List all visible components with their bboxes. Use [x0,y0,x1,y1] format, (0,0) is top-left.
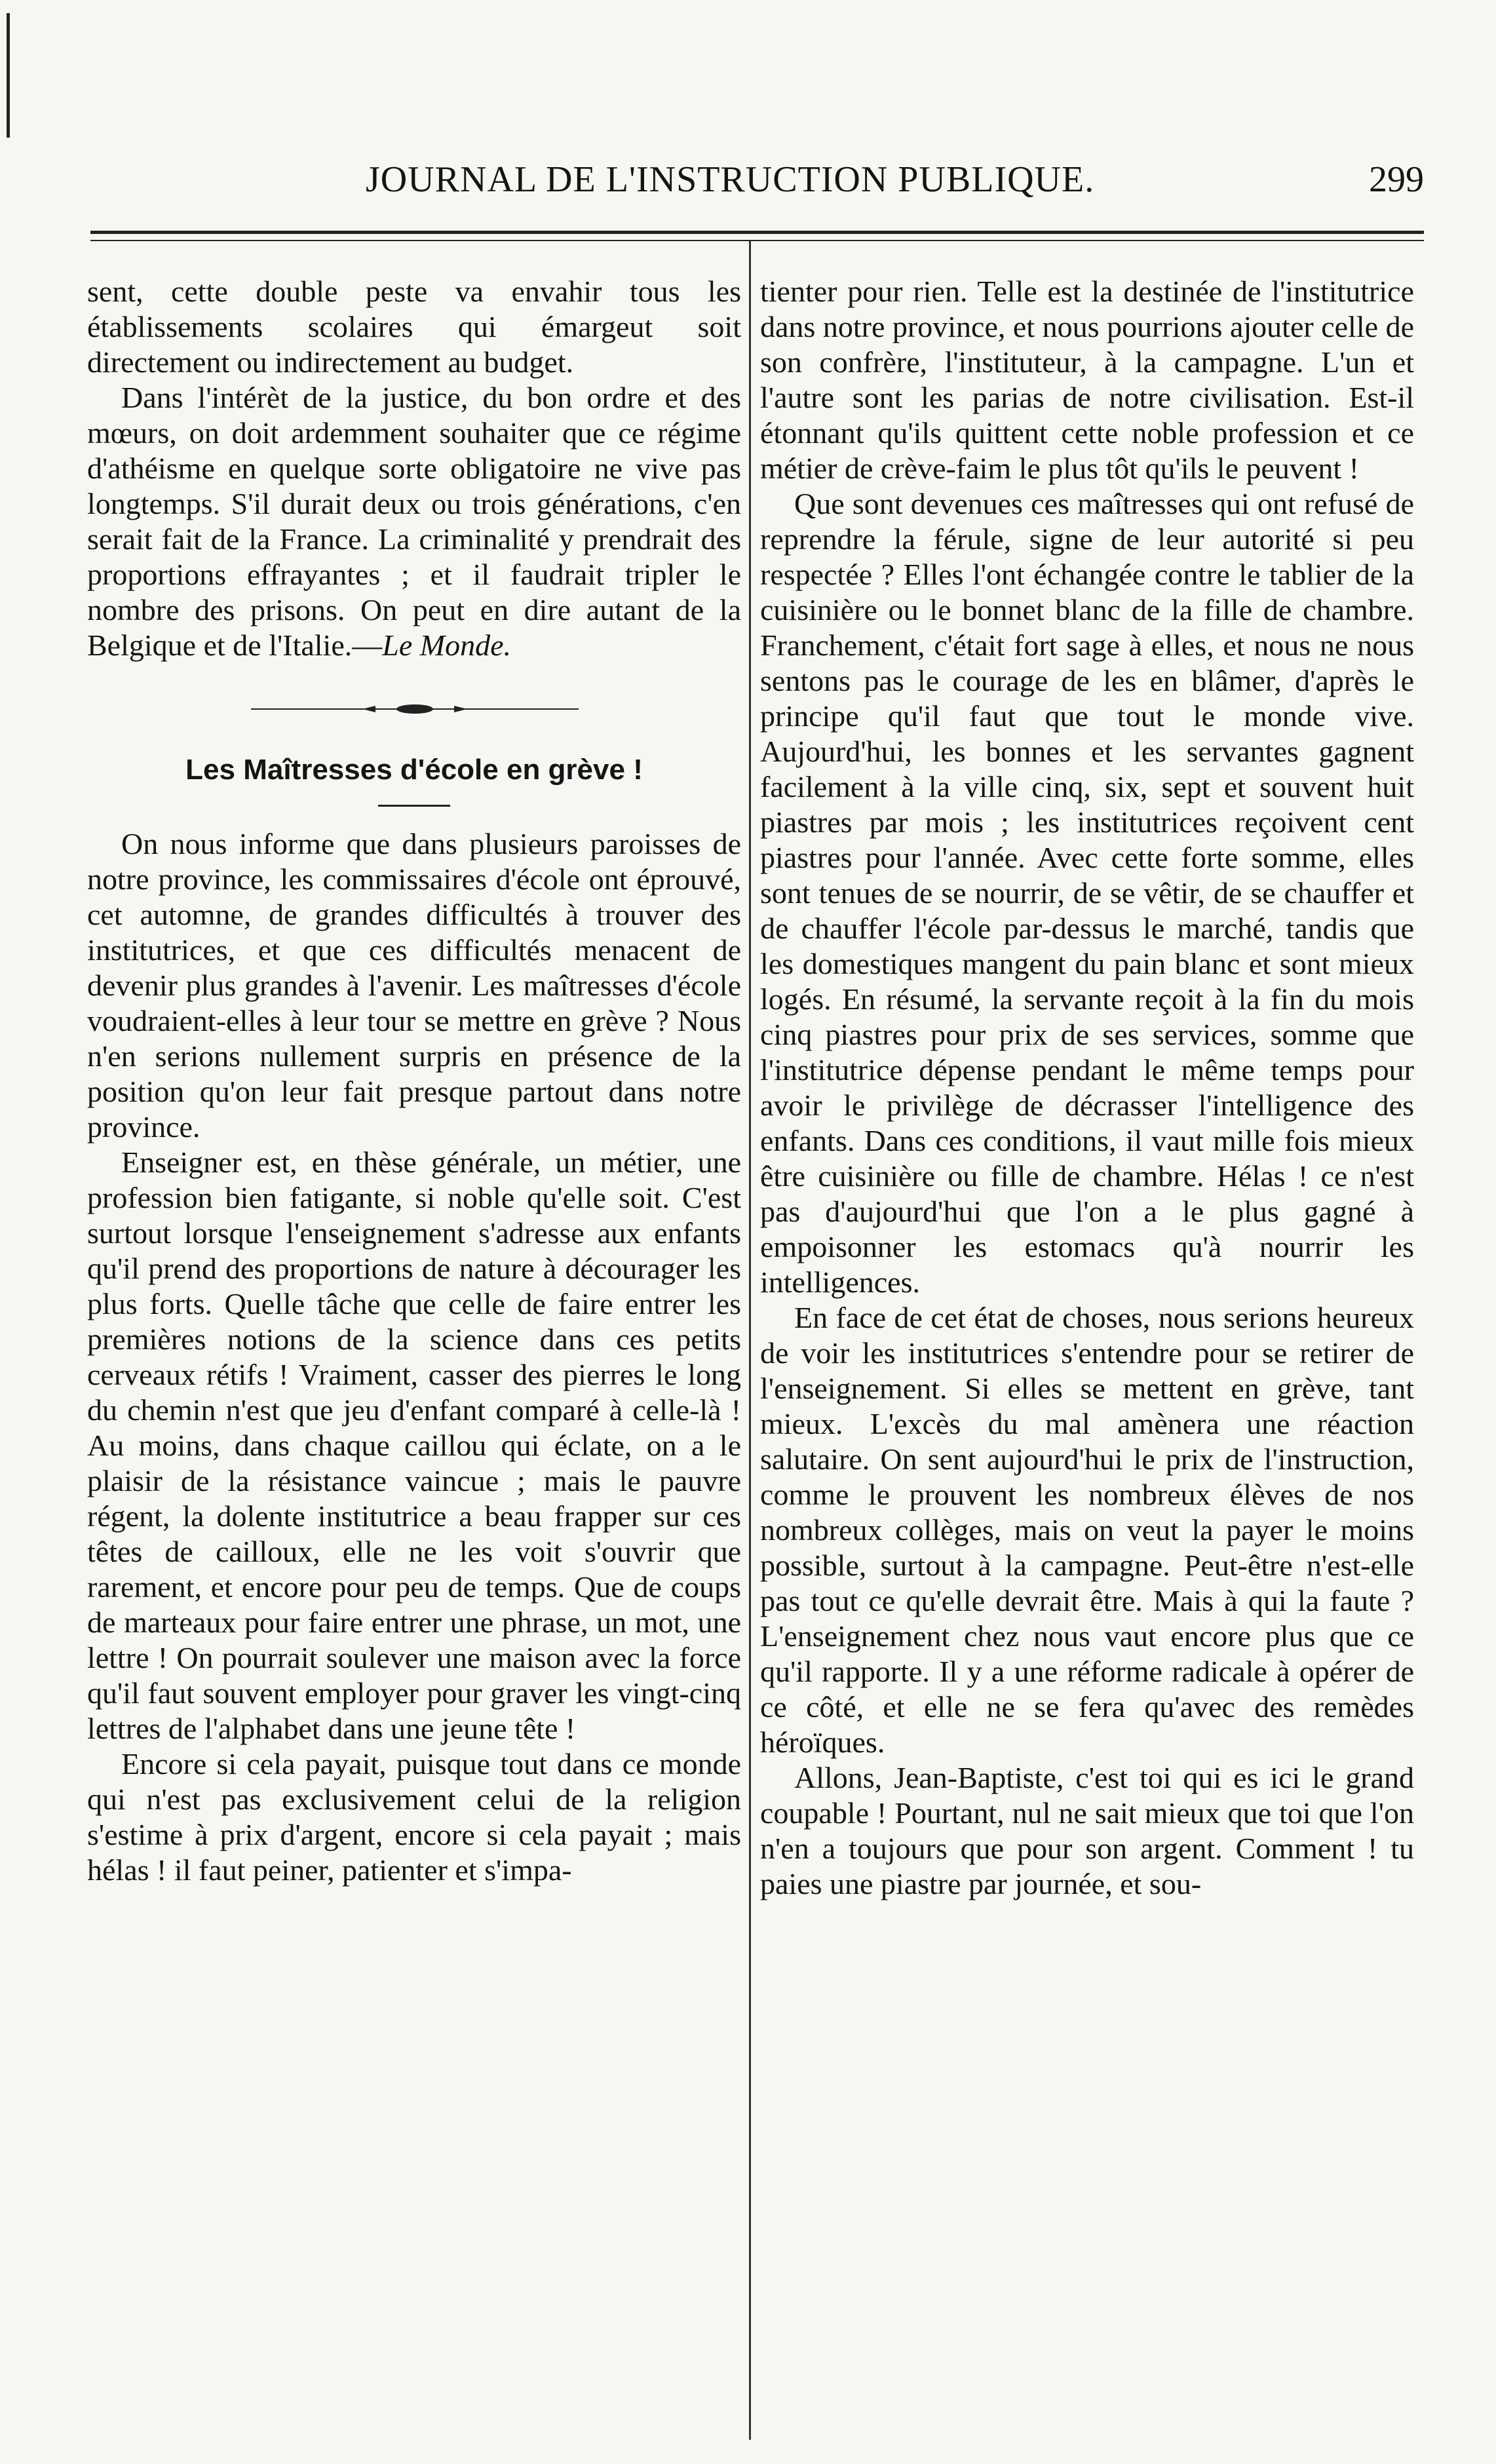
running-header [90,149,1424,208]
source-signature: Le Monde. [382,628,512,662]
paragraph [87,380,741,663]
article-title: Les Maîtresses d'école en grève ! [185,754,643,786]
paragraph: On nous informe que dans plusieurs paroisses de notre province, les commissaires d'école ont éprouvé, cet automne, de grandes difficultés à trouver des institutrices, et que ces difficultés menacent de devenir plus grandes à l'avenir. Les maîtresses d'école voudraient-elles à leur tour se mettre en grève ? Nous n'en serions nullement surpris en présence de la position qu'on leur fait presque partout dans notre province. [87,827,741,1144]
column-divider [749,241,751,2440]
section-ornament [87,689,741,729]
paragraph: Que sont devenues ces maîtresses qui ont refusé de reprendre la férule, signe de leur autorité si peu respectée ? Elles l'ont échangée contre le tablier de la cuisinière ou le bonnet blanc de la fille de chambre. Franchement, c'était fort sage à elles, et nous ne nous sentons pas le courage de les en blâmer, d'après le principe qu'il faut que tout le monde vive. Aujourd'hui, les bonnes et les servantes gagnent facilement à la ville cinq, six, sept et souvent huit piastres par mois ; les institutrices reçoivent cent piastres pour l'année. Avec cette forte somme, elles sont tenues de se nourrir, de se vêtir, de se chauffer et de chauffer l'école par-dessus le marché, tandis que les domestiques mangent du pain blanc et sont mieux logés. En résumé, la servante reçoit à la fin du mois cinq piastres pour prix de ses services, somme que l'institutrice dépense pendant le même temps pour avoir le privilège de décrasser l'intelligence des enfants. Dans ces conditions, il vaut mille fois mieux être cuisinière ou fille de chambre. Hélas ! ce n'est pas d'aujourd'hui que l'on a le plus gagné à empoisonner les estomacs qu'à nourrir les intelligences. [760,487,1414,1299]
left-column [87,274,741,1888]
right-column [760,274,1414,1902]
header-rule-thick [90,231,1424,234]
title-underline [378,805,450,807]
paragraph: tienter pour rien. Telle est la destinée de l'institutrice dans notre province, et nous pourrions ajouter celle de son confrère, l'instituteur, à la campagne. L'un et l'autre sont les parias de notre civilisation. Est-il étonnant qu'ils quittent cette noble profession et ce métier de crève-faim le plus tôt qu'ils le peuvent ! [760,275,1414,485]
paragraph: Encore si cela payait, puisque tout dans ce monde qui n'est pas exclusivement celui de la religion s'estime à prix d'argent, encore si cela payait ; mais hélas ! il faut peiner, patienter et s'impa- [87,1747,741,1887]
header-rule-thin [90,240,1424,241]
scan-edge-mark [7,13,10,138]
paragraph: En face de cet état de choses, nous serions heureux de voir les institutrices s'entendre pour se retirer de l'enseignement. Si elles se mettent en grève, tant mieux. L'excès du mal amènera une réaction salutaire. On sent aujourd'hui le prix de l'instruction, comme le prouvent les nombreux élèves de nos nombreux collèges, mais on veut la payer le moins possible, surtout à la campagne. Peut-être n'est-elle pas tout ce qu'elle devrait être. Mais à qui la faute ? L'enseignement chez nous vaut encore plus que ce qu'il rapporte. Il y a une réforme radicale à opérer de ce côté, et elle ne se fera qu'avec des remèdes héroïques. [760,1301,1414,1759]
paragraph-text: Dans l'intérèt de la justice, du bon ordre et des mœurs, on doit ardemment souhaiter que ce régime d'athéisme en quelque sorte obligatoire ne vive pas longtemps. S'il durait deux ou trois générations, c'en serait fait de la France. La criminalité y prendrait des proportions effrayantes ; et il faudrait tripler le nombre des prisons. On peut en dire autant de la Belgique et de l'Italie.— [87,381,741,662]
paragraph: sent, cette double peste va envahir tous les établissements scolaires qui émargeut soit directement ou indirectement au budget. [87,275,741,379]
paragraph: Enseigner est, en thèse générale, un métier, une profession bien fatigante, si noble qu'elle soit. C'est surtout lorsque l'enseignement s'adresse aux enfants qu'il prend des proportions de nature à décourager les plus forts. Quelle tâche que celle de faire entrer les premières notions de la science dans ces petits cerveaux rétifs ! Vraiment, casser des pierres le long du chemin n'est que jeu d'enfant comparé à celle-là ! Au moins, dans chaque caillou qui éclate, on a le plaisir de la résistance vaincue ; mais le pauvre régent, la dolente institutrice a beau frapper sur ces têtes de cailloux, elle ne les voit s'ouvrir que rarement, et encore pour peu de temps. Que de coups de marteaux pour faire entrer une phrase, un mot, une lettre ! On pourrait soulever une maison avec la force qu'il faut souvent employer pour graver les vingt-cinq lettres de l'alphabet dans une jeune tête ! [87,1145,741,1745]
journal-title: JOURNAL DE L'INSTRUCTION PUBLIQUE. [366,159,1095,200]
ornament-rule-icon [251,696,579,722]
paragraph: Allons, Jean-Baptiste, c'est toi qui es ici le grand coupable ! Pourtant, nul ne sait mieux que toi que l'on n'en a toujours que pour son argent. Comment ! tu paies une piastre par journée, et sou- [760,1761,1414,1900]
page-number: 299 [1369,159,1424,200]
